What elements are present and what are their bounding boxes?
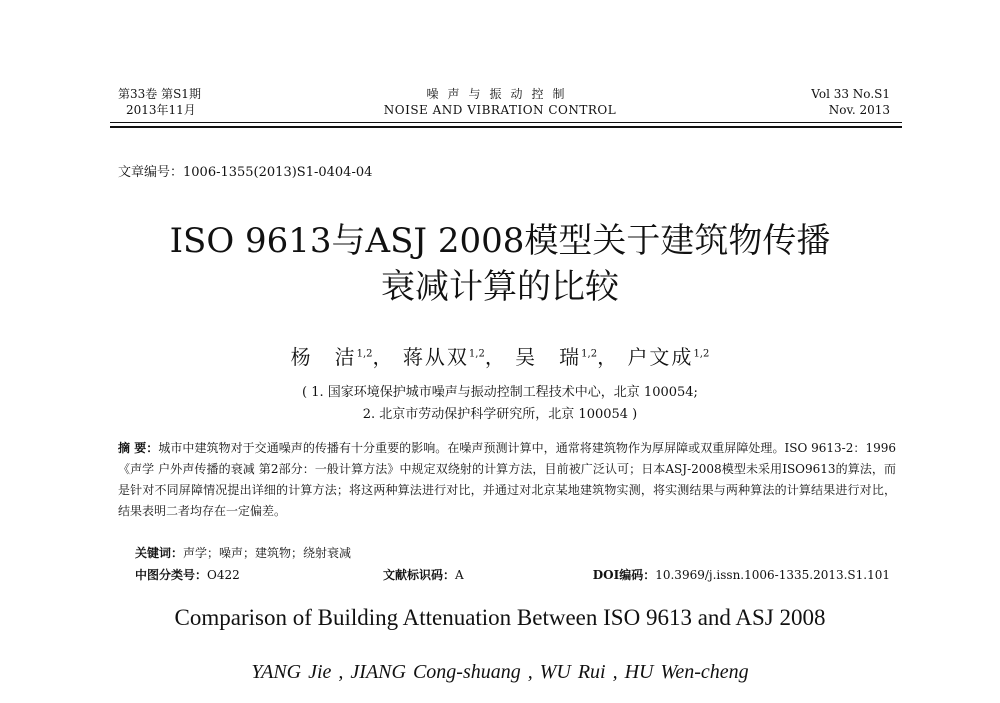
author-affiliation-mark: 1,2 bbox=[356, 348, 373, 360]
abstract-text: 城市中建筑物对于交通噪声的传播有十分重要的影响。在噪声预测计算中，通常将建筑物作为厚屏障或双重屏障处理。ISO 9613-2：1996《声学 户外声传播的衰减 第2部分：一般计算方法》中规定双绕射的计算方法，目前被广泛认可；日本ASJ-2008模型未采用ISO9613的算法，而是针对不同屏障情况提出详细的计算方法；将这两种算法进行对比，并通过对北京某地建筑物实测，将实测结果与两种算法的计算结果进行对比，结果表明二者均存在一定偏差。 bbox=[118, 441, 896, 518]
author-affiliation-mark: 1,2 bbox=[693, 348, 710, 360]
title-cn bbox=[0, 218, 1000, 310]
article-number: 文章编号：1006-1355(2013)S1-0404-04 bbox=[118, 165, 373, 180]
clc-label: 中图分类号： bbox=[135, 568, 208, 582]
abstract bbox=[118, 438, 896, 522]
header-rule-thick bbox=[110, 126, 902, 128]
date-en: Nov. 2013 bbox=[828, 103, 890, 117]
volume-issue-en: Vol 33 No.S1 bbox=[811, 87, 890, 101]
keywords-label: 关键词： bbox=[135, 546, 184, 560]
authors-cn: 杨 洁$^{1,2}$， 蒋从双$^{1,2}$， 吴 瑞$^{1,2}$， 户文成$^{1,2}$ bbox=[290, 345, 710, 369]
document-code-label: 文献标识码： bbox=[383, 568, 456, 582]
title-cn-line2: 衰减计算的比较 bbox=[381, 267, 619, 307]
title-en: Comparison of Building Attenuation Between ISO 9613 and ASJ 2008 bbox=[174, 605, 826, 630]
document-code bbox=[383, 566, 583, 583]
clc-value: O422 bbox=[207, 568, 240, 582]
date-cn: 2013年11月 bbox=[126, 103, 196, 117]
document-code-value: A bbox=[455, 568, 464, 582]
author-cn: 杨 洁 bbox=[290, 345, 357, 369]
affiliations bbox=[0, 382, 1000, 426]
doi bbox=[583, 566, 890, 583]
doi-value: 10.3969/j.issn.1006-1335.2013.S1.101 bbox=[655, 568, 890, 582]
affiliation-2: 2. 北京市劳动保护科学研究所，北京 100054 ) bbox=[362, 407, 638, 422]
author-cn: 户文成 bbox=[627, 345, 694, 369]
author-affiliation-mark: 1,2 bbox=[581, 348, 598, 360]
author-cn: 蒋从双 bbox=[402, 345, 469, 369]
journal-name-en: NOISE AND VIBRATION CONTROL bbox=[383, 103, 617, 117]
affiliation-1: ( 1. 国家环境保护城市噪声与振动控制工程技术中心，北京 100054; bbox=[302, 385, 698, 400]
keywords bbox=[135, 544, 351, 561]
volume-issue-cn: 第33卷 第S1期 bbox=[118, 87, 201, 101]
journal-issue-en bbox=[811, 86, 890, 118]
journal-name-cn: 噪声与振动控制 bbox=[426, 87, 574, 101]
keywords-text: 声学；噪声；建筑物；绕射衰减 bbox=[183, 546, 352, 560]
clc-number bbox=[135, 566, 383, 583]
author-affiliation-mark: 1,2 bbox=[468, 348, 485, 360]
doi-label: DOI编码： bbox=[592, 568, 656, 582]
title-cn-line1: ISO 9613与ASJ 2008模型关于建筑物传播 bbox=[169, 221, 831, 261]
abstract-label: 摘 要： bbox=[118, 441, 159, 455]
authors-en: YANG Jie , JIANG Cong-shuang , WU Rui , HU Wen-cheng bbox=[251, 661, 749, 683]
author-cn: 吴 瑞 bbox=[515, 345, 582, 369]
classification-row bbox=[135, 566, 890, 583]
header-rule-thin bbox=[110, 122, 902, 123]
